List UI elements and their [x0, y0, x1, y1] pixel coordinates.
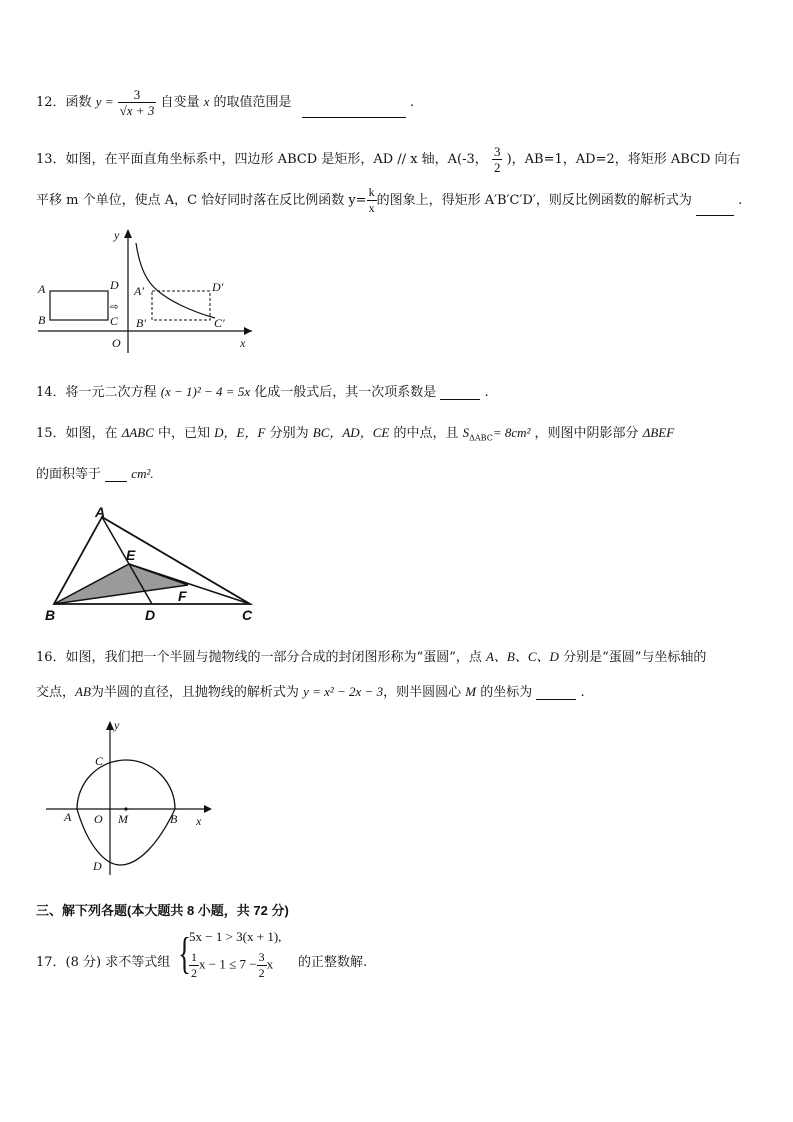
- q13-label-C: C: [110, 314, 119, 328]
- q16-label-y: y: [114, 718, 120, 732]
- q17-f1n: 1: [191, 950, 197, 964]
- q13-label-O: O: [112, 336, 121, 350]
- q13-label-C1: C′: [214, 316, 225, 330]
- q13-fraction: [492, 144, 503, 175]
- q16-x-arrow: [204, 805, 212, 813]
- q12-text-mid: 自变量: [160, 95, 200, 110]
- question-15-line1: [36, 422, 674, 443]
- q16-figure: [40, 715, 220, 880]
- q15-unit: cm².: [131, 466, 154, 481]
- q16-label-x: x: [196, 814, 202, 828]
- question-15-line2: [36, 463, 154, 482]
- q17-f2n: 3: [258, 950, 265, 964]
- q16-label-C: C: [95, 754, 104, 768]
- q12-eq: y =: [95, 94, 114, 109]
- q13-label-x: x: [240, 336, 246, 350]
- q13-line2-a: 平移 m 个单位，使点 A，C 恰好同时落在反比例函数 y=: [36, 193, 367, 208]
- q14-text-a: 14．将一元二次方程: [36, 385, 157, 400]
- q14-text-b: 化成一般式后，其一次项系数是: [254, 385, 437, 400]
- q16-eq: y = x² − 2x − 3: [303, 684, 384, 699]
- q16-pts: A、B、C、D: [485, 649, 559, 664]
- q15-label-C: C: [242, 607, 253, 623]
- q16-label-B: B: [170, 812, 178, 826]
- q12-number: 12．: [36, 95, 66, 110]
- q17-post: 的正整数解.: [298, 955, 368, 970]
- q16-center-M: [124, 807, 127, 810]
- q17-frac-1: [189, 950, 199, 981]
- q13-frac-den: 2: [493, 160, 501, 175]
- q13-label-D1: D′: [212, 280, 224, 294]
- q13-label-y: y: [114, 228, 120, 242]
- q15-answer-blank[interactable]: [105, 466, 127, 482]
- q13-line1-a: 13．如图，在平面直角坐标系中，四边形 ABCD 是矩形，AD // x 轴，A(-3，: [36, 152, 488, 167]
- q15-t2: 分别为: [269, 426, 309, 441]
- q15-pts: D，E，F: [214, 425, 266, 440]
- q13-figure: [30, 225, 260, 353]
- q13-end: .: [738, 193, 743, 208]
- q15-label-B: B: [45, 607, 56, 623]
- q13-x-arrow: [244, 327, 252, 335]
- q16-line1-b: 分别是“蛋圆”与坐标轴的: [563, 650, 707, 665]
- q16-label-D: D: [93, 859, 102, 873]
- q17-ineq-2: [189, 950, 281, 981]
- q13-rect-abcd: [50, 291, 108, 320]
- q13-answer-blank[interactable]: [696, 200, 734, 216]
- question-13-line1: [36, 144, 741, 175]
- q16-end: .: [580, 685, 585, 700]
- q15-label-F: F: [178, 588, 187, 604]
- q15-area-sub: ΔABC: [469, 433, 493, 443]
- q16-ab: AB: [75, 684, 91, 699]
- q17-number: 17．(8 分) 求不等式组: [36, 955, 171, 970]
- q15-segs: BC，AD，CE: [312, 425, 390, 440]
- q15-line2-a: 的面积等于: [36, 467, 102, 482]
- q13-y-arrow: [124, 229, 132, 238]
- q16-egg-semicircle: [77, 760, 175, 809]
- q12-frac-den: √x + 3: [119, 103, 155, 118]
- q17-tail: x: [266, 956, 274, 972]
- q15-figure: [40, 505, 270, 625]
- q17-f2d: 2: [258, 966, 265, 980]
- q16-line2-c: ，则半圆圆心: [383, 685, 462, 700]
- q16-m: M: [465, 684, 477, 699]
- question-16-line2: [36, 681, 585, 700]
- q12-text-pre: 函数: [65, 95, 92, 110]
- q16-line2-b: 为半圆的直径，且抛物线的解析式为: [90, 685, 299, 700]
- q15-t3: 的中点，且: [393, 426, 459, 441]
- question-16-line1: [36, 646, 706, 665]
- q16-y-arrow: [106, 721, 114, 730]
- q13-label-B1: B′: [136, 316, 146, 330]
- q16-label-O: O: [94, 812, 103, 826]
- q17-brace: {: [178, 929, 191, 978]
- q14-eq: (x − 1)² − 4 = 5x: [160, 384, 251, 399]
- q15-tri: ΔABC: [121, 425, 154, 440]
- q15-t4: ，则图中阴影部分: [534, 426, 639, 441]
- question-12: [36, 87, 414, 118]
- q17-frac-2: [257, 950, 267, 981]
- q12-end: .: [409, 95, 414, 110]
- q16-answer-blank[interactable]: [536, 684, 576, 700]
- q13-frac-num: 3: [493, 144, 501, 159]
- q13-line2-b: 的图象上，得矩形 A′B′C′D′，则反比例函数的解析式为: [376, 193, 692, 208]
- q13-kx-fraction: [367, 185, 377, 216]
- q12-answer-blank[interactable]: [302, 102, 406, 118]
- q16-line2-d: 的坐标为: [480, 685, 533, 700]
- q12-text-post: 的取值范围是: [213, 95, 292, 110]
- q13-x: x: [368, 201, 375, 215]
- q13-k: k: [368, 185, 375, 199]
- q15-shaded-bef: [54, 564, 188, 604]
- q17-ineq-1: 5x − 1 > 3(x + 1),: [189, 929, 282, 944]
- q13-shift-arrow: ⇨: [110, 302, 119, 313]
- q12-fraction: [118, 87, 157, 118]
- q15-tri2: ΔBEF: [642, 425, 675, 440]
- q16-line2-a: 交点，: [36, 685, 76, 700]
- q17-system: [189, 926, 281, 981]
- q14-end: .: [484, 385, 489, 400]
- q13-label-D: D: [110, 278, 119, 292]
- q15-label-A: A: [95, 505, 106, 520]
- q13-line1-b: )，AB=1，AD=2，将矩形 ABCD 向右: [506, 152, 741, 167]
- q13-hyperbola: [136, 243, 215, 318]
- q16-line1-a: 16．如图，我们把一个半圆与抛物线的一部分合成的封闭图形称为“蛋圆”，点: [36, 650, 482, 665]
- q12-frac-num: 3: [133, 87, 141, 102]
- q15-area-val: = 8cm²: [492, 425, 531, 440]
- q15-label-E: E: [126, 547, 136, 563]
- q17-f1d: 2: [191, 966, 197, 980]
- question-14: [36, 381, 489, 400]
- q14-answer-blank[interactable]: [440, 384, 480, 400]
- q16-label-M: M: [118, 812, 128, 826]
- question-13-line2: [36, 185, 742, 216]
- q15-t1: 中，已知: [158, 426, 211, 441]
- q16-label-A: A: [64, 810, 72, 824]
- q17-mid: x − 1 ≤ 7 −: [199, 956, 257, 972]
- q13-label-A: A: [38, 282, 46, 296]
- q15-label-D: D: [145, 607, 156, 623]
- q15-area: S: [462, 425, 470, 440]
- q13-label-B: B: [38, 313, 46, 327]
- q12-var: x: [203, 94, 210, 109]
- section-3-heading: 三、解下列各题(本大题共 8 小题，共 72 分): [36, 903, 289, 918]
- q13-label-A1: A′: [134, 284, 144, 298]
- q15-line1: 15．如图，在: [36, 426, 118, 441]
